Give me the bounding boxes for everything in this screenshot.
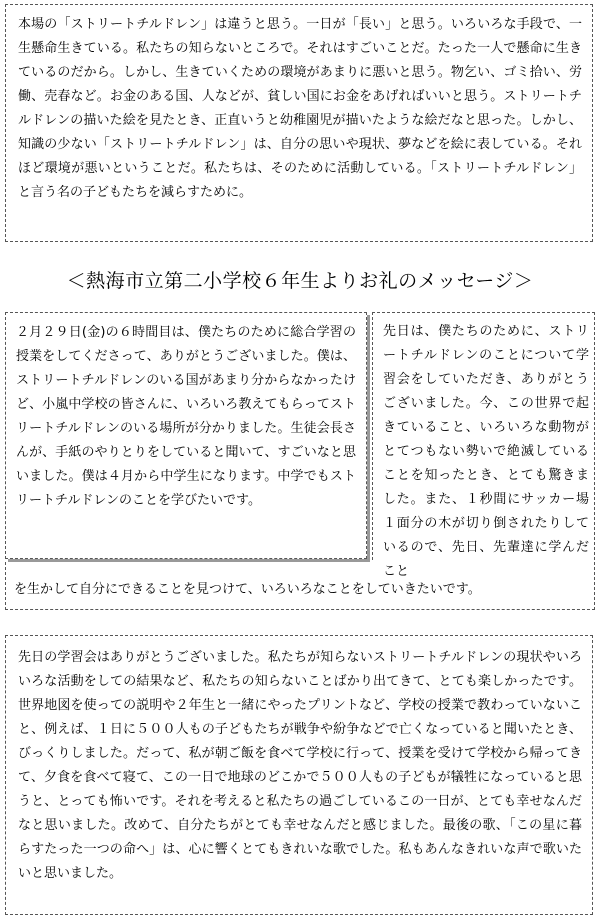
essay-box [5, 4, 593, 242]
message-left-paragraph: ２月２９日(金)の６時間目は、僕たちのために総合学習の授業をしてくださって、ありがとうございました。僕は、ストリートチルドレンのいる国があまり分からなかったけど、小嵐中学校の皆さんに、いろいろ教えてもらってストリートチルドレンのいる場所が分かりました。生徒会長さんが、手紙のやりとりをしていると聞いて、すごいなと思いました。僕は４月から中学生になります。中学でもストリートチルドレンのことを学びたいです。 [16, 325, 356, 508]
essay-paragraph: 本場の「ストリートチルドレン」は違うと思う。一日が「長い」と思う。いろいろな手段で、一生懸命生きている。私たちの知らないところで。それはすごいことだ。たった一人で懸命に生きているのだから。しかし、生きていくための環境があまりに悪いと思う。物乞い、ゴミ拾い、労働、売春など。お金のある国、人などが、貧しい国にお金をあげればいいと思う。ストリートチルドレンの描いた絵を見たとき、正直いうと幼稚園児が描いたような絵だなと思った。しかし、知識の少ない「ストリートチルドレン」は、自分の思いや現状、夢などを絵に表している。それほど環境が悪いということだ。私たちは、そのために活動している。「ストリートチルドレン」と言う名の子どもたちを減らすために。 [18, 17, 582, 200]
thank-you-heading: ＜熱海市立第二小学校６年生よりお礼のメッセージ＞ [66, 270, 534, 292]
message-right-paragraph-top: 先日は、僕たちのために、ストリートチルドレンのことについて学習会をしていただき、ありがとうございました。今、この世界で起きていること、いろいろな動物がとてつもない勢いで絶滅していることを知ったとき、とても驚きました。また、１秒間にサッカー場１面分の木が切り倒されたりしているので、先日、先輩達に学んだこと [383, 324, 589, 579]
message-right-paragraph-bottom: を生かして自分にできることを見つけて、いろいろなことをしていきたいです。 [14, 582, 481, 597]
message-bottom-paragraph: 先日の学習会はありがとうございました。私たちが知らないストリートチルドレンの現状やいろいろな活動をしての結果など、私たちの知らないことばかり出てきて、とても楽しかったです。世界地図を使っての説明や２年生と一緒にやったプリントなど、学校の授業で教わっていないこと、例えば、１日に５００人もの子どもたちが戦争や紛争などで亡くなっていると聞いたとき、びっくりしました。だって、私が朝ご飯を食べて学校に行って、授業を受けて学校から帰ってきて、夕食を食べて寝て、この一日で地球のどこかで５００人もの子どもが犠牲になっていると思うと、とっても怖いです。それを考えると私たちの過ごしているこの一日が、とても幸せなんだなと思いました。改めて、自分たちがとても幸せなんだと感じました。最後の歌、「この星に暮らすたった一つの命へ」は、心に響くとてもきれいな歌でした。私もあんなきれいな声で歌いたいと思いました。 [18, 650, 582, 881]
message-box-left [5, 312, 367, 559]
message-box-bottom [5, 635, 593, 915]
